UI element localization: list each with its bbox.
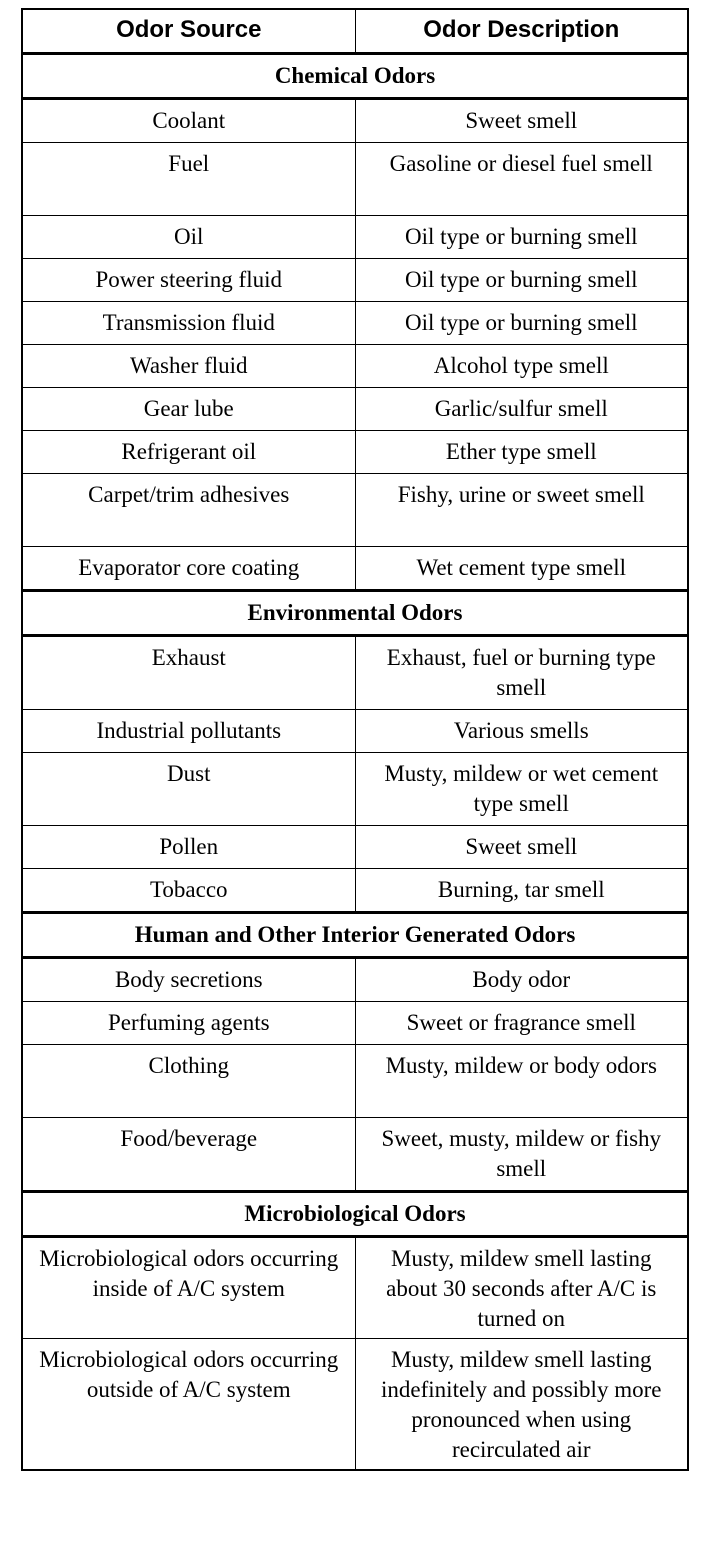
table-row <box>22 216 688 259</box>
odor-description-cell: Alcohol type smell <box>355 345 688 388</box>
section-row <box>22 54 688 99</box>
odor-description-cell: Fishy, urine or sweet smell <box>355 474 688 547</box>
odor-source-cell: Perfuming agents <box>22 1002 355 1045</box>
odor-description-cell: Burning, tar smell <box>355 869 688 913</box>
odor-description-cell: Musty, mildew or wet cement type smell <box>355 753 688 826</box>
table-row <box>22 259 688 302</box>
table-row <box>22 1045 688 1118</box>
odor-source-cell: Microbiological odors occurring outside of A/C system <box>22 1339 355 1471</box>
section-title-environmental: Environmental Odors <box>22 591 688 636</box>
table-row <box>22 1237 688 1339</box>
odor-source-cell: Tobacco <box>22 869 355 913</box>
odor-source-cell: Coolant <box>22 99 355 143</box>
table-row <box>22 431 688 474</box>
odor-source-cell: Fuel <box>22 143 355 216</box>
table-row <box>22 869 688 913</box>
odor-description-cell: Sweet smell <box>355 99 688 143</box>
odor-source-cell: Washer fluid <box>22 345 355 388</box>
odor-description-cell: Ether type smell <box>355 431 688 474</box>
table-row <box>22 958 688 1002</box>
odor-source-cell: Food/beverage <box>22 1118 355 1192</box>
table-row <box>22 345 688 388</box>
odor-description-cell: Sweet smell <box>355 826 688 869</box>
odor-source-cell: Clothing <box>22 1045 355 1118</box>
table-row <box>22 388 688 431</box>
table-row <box>22 547 688 591</box>
header-odor-source: Odor Source <box>22 9 355 54</box>
section-title-chemical: Chemical Odors <box>22 54 688 99</box>
table-row <box>22 636 688 710</box>
odor-description-cell: Gasoline or diesel fuel smell <box>355 143 688 216</box>
odor-source-cell: Refrigerant oil <box>22 431 355 474</box>
section-row <box>22 1192 688 1237</box>
odor-description-cell: Oil type or burning smell <box>355 216 688 259</box>
header-odor-description: Odor Description <box>355 9 688 54</box>
table-row <box>22 143 688 216</box>
odor-description-cell: Musty, mildew or body odors <box>355 1045 688 1118</box>
section-title-microbiological: Microbiological Odors <box>22 1192 688 1237</box>
table-row <box>22 474 688 547</box>
odor-table <box>21 8 689 1471</box>
odor-source-cell: Carpet/trim adhesives <box>22 474 355 547</box>
odor-source-cell: Gear lube <box>22 388 355 431</box>
table-row <box>22 99 688 143</box>
odor-source-cell: Evaporator core coating <box>22 547 355 591</box>
table-row <box>22 1002 688 1045</box>
odor-source-cell: Industrial pollutants <box>22 710 355 753</box>
table-row <box>22 302 688 345</box>
odor-description-cell: Oil type or burning smell <box>355 302 688 345</box>
section-row <box>22 591 688 636</box>
odor-source-cell: Dust <box>22 753 355 826</box>
table-row <box>22 753 688 826</box>
table-row <box>22 1339 688 1471</box>
odor-description-cell: Various smells <box>355 710 688 753</box>
table-row <box>22 1118 688 1192</box>
header-row <box>22 9 688 54</box>
odor-source-cell: Power steering fluid <box>22 259 355 302</box>
odor-description-cell: Garlic/sulfur smell <box>355 388 688 431</box>
odor-description-cell: Exhaust, fuel or burning type smell <box>355 636 688 710</box>
section-row <box>22 913 688 958</box>
odor-source-cell: Microbiological odors occurring inside of A/C system <box>22 1237 355 1339</box>
odor-source-cell: Exhaust <box>22 636 355 710</box>
odor-description-cell: Sweet, musty, mildew or fishy smell <box>355 1118 688 1192</box>
odor-source-cell: Oil <box>22 216 355 259</box>
odor-source-cell: Pollen <box>22 826 355 869</box>
odor-description-cell: Oil type or burning smell <box>355 259 688 302</box>
table-row <box>22 826 688 869</box>
odor-description-cell: Wet cement type smell <box>355 547 688 591</box>
odor-description-cell: Musty, mildew smell lasting about 30 seconds after A/C is turned on <box>355 1237 688 1339</box>
odor-description-cell: Musty, mildew smell lasting indefinitely and possibly more pronounced when using recirculated air <box>355 1339 688 1471</box>
odor-description-cell: Sweet or fragrance smell <box>355 1002 688 1045</box>
section-title-human-interior: Human and Other Interior Generated Odors <box>22 913 688 958</box>
table-row <box>22 710 688 753</box>
odor-source-cell: Transmission fluid <box>22 302 355 345</box>
odor-description-cell: Body odor <box>355 958 688 1002</box>
odor-source-cell: Body secretions <box>22 958 355 1002</box>
